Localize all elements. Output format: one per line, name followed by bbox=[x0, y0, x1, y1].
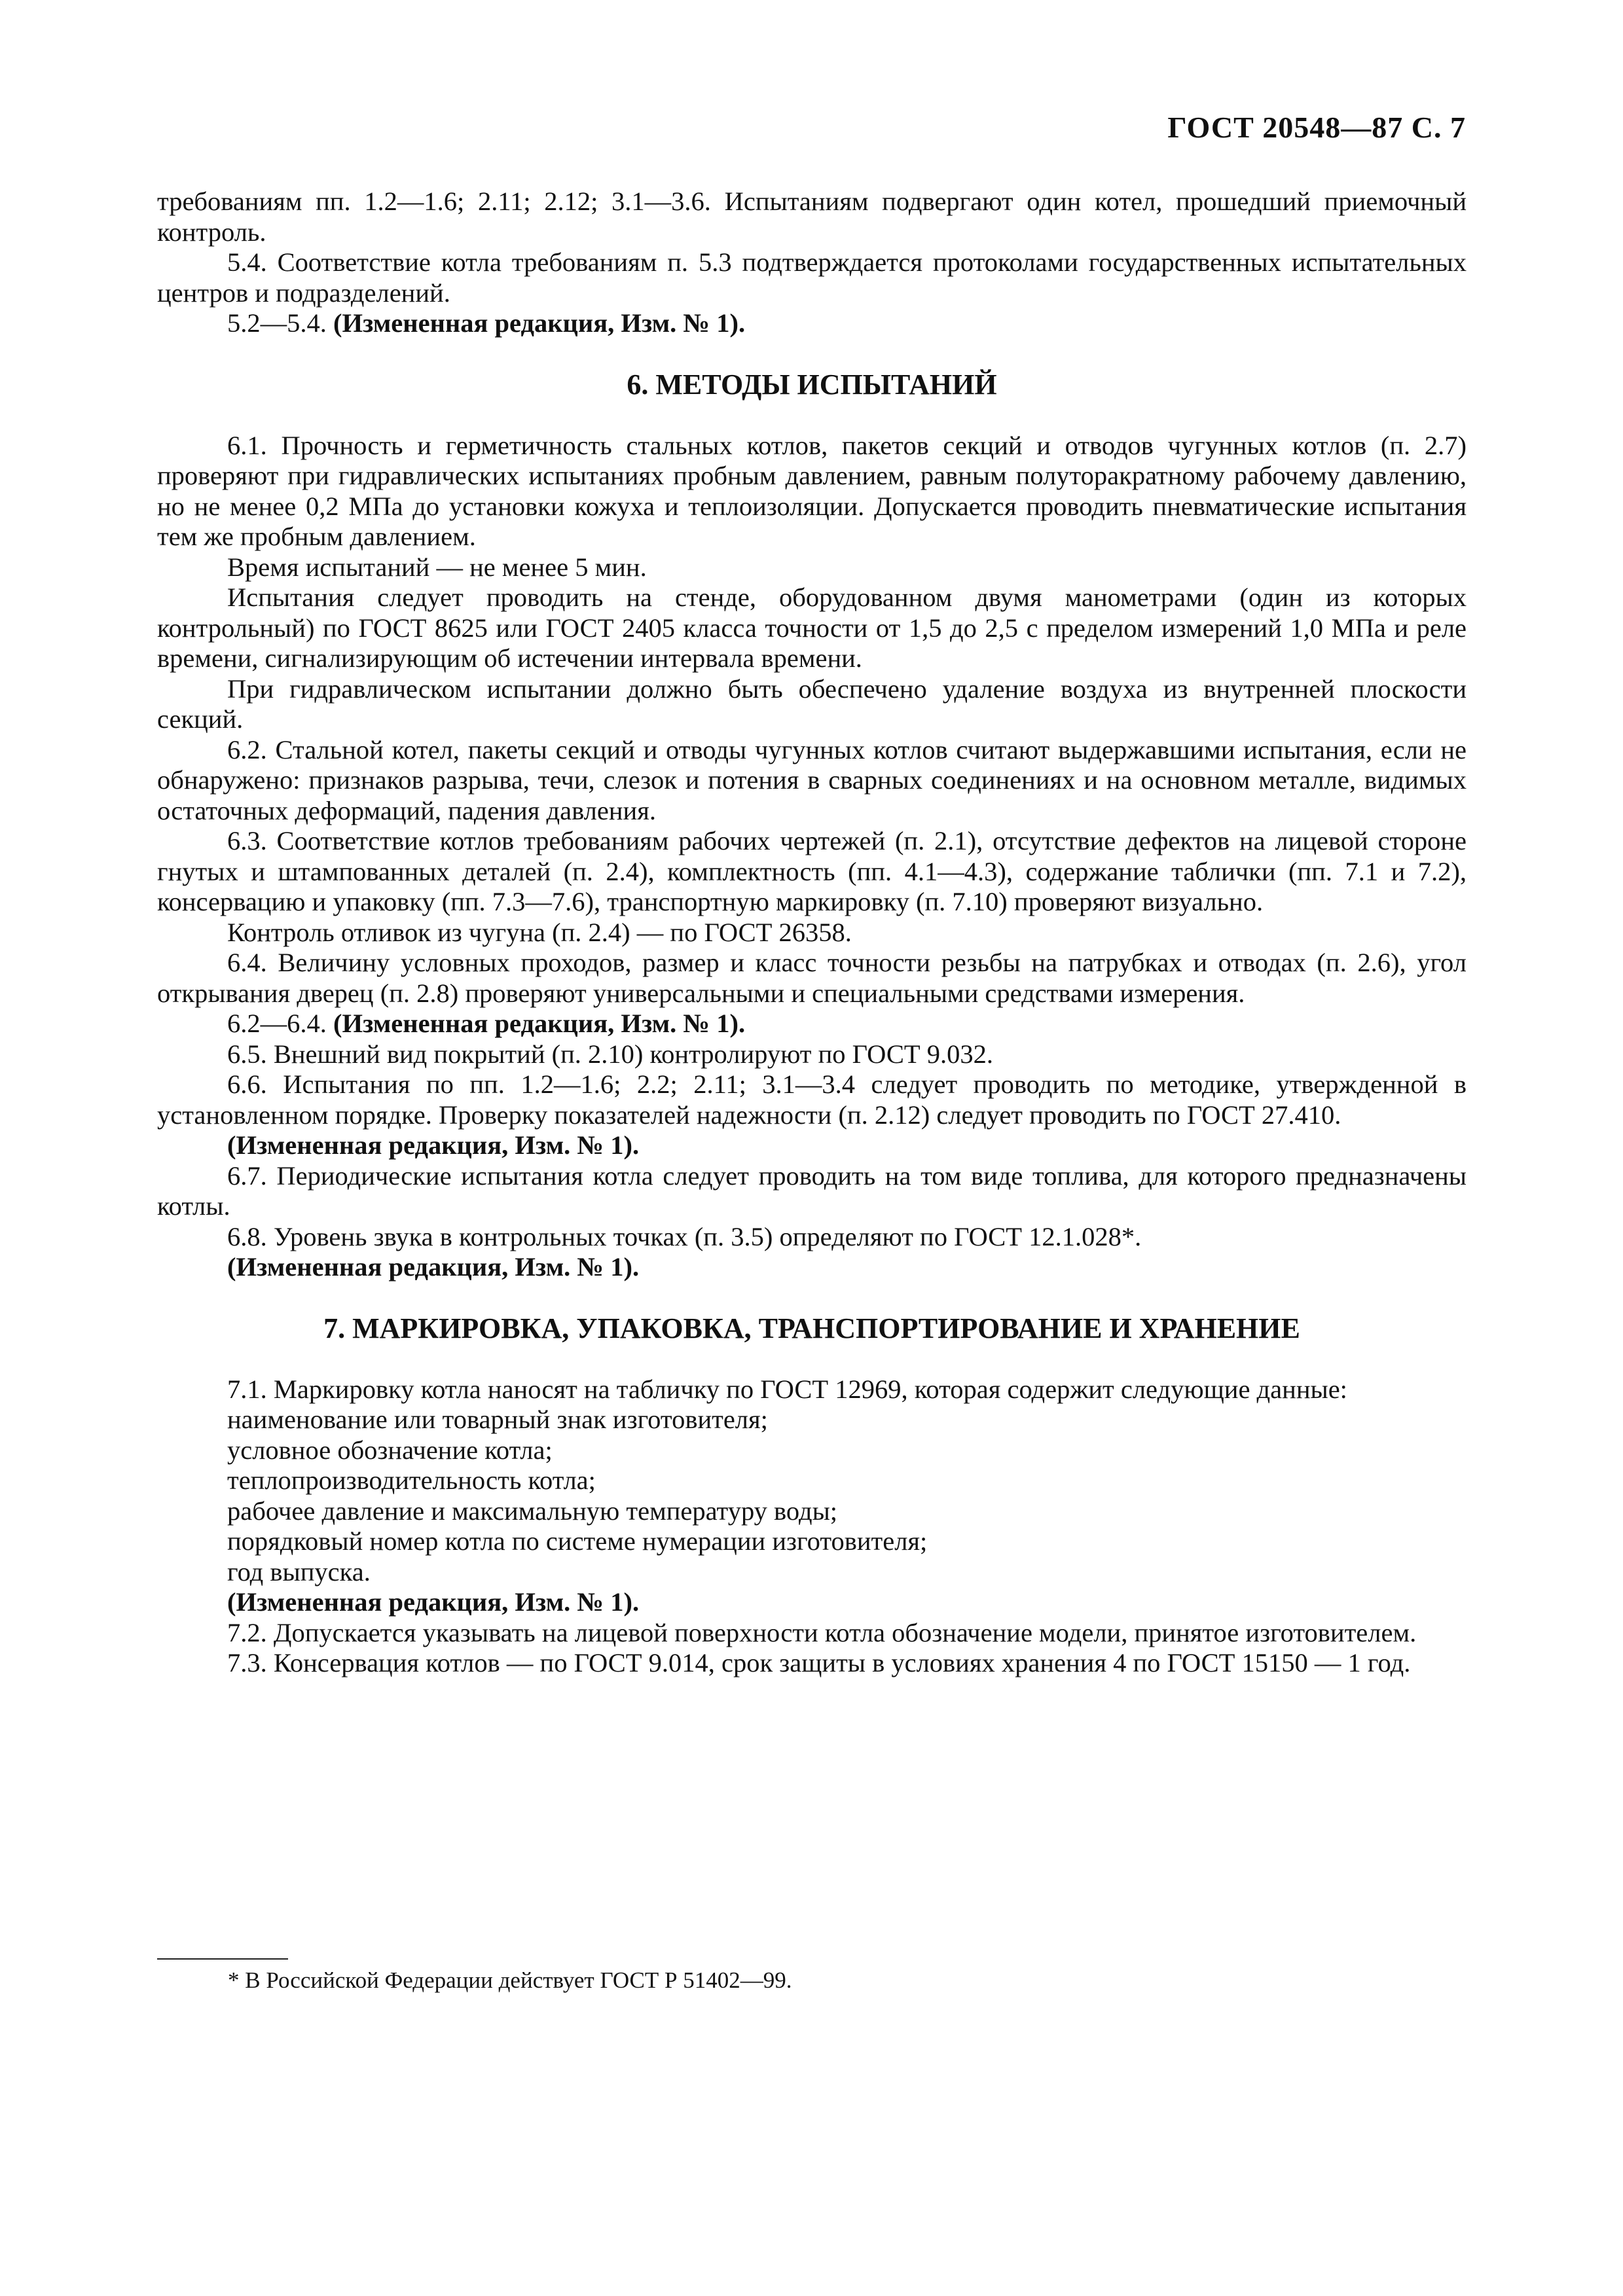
amendment-note-7-1: (Измененная редакция, Изм. № 1). bbox=[227, 1587, 640, 1617]
footnote: * В Российской Федерации действует ГОСТ Р 51402—99. bbox=[228, 1967, 792, 1993]
list-item: год выпуска. bbox=[227, 1556, 371, 1587]
list-item: порядковый номер котла по системе нумерации изготовителя; bbox=[227, 1526, 928, 1556]
amendment-ref: 5.2—5.4. bbox=[227, 308, 333, 338]
amendment-text: (Измененная редакция, Изм. № 1). bbox=[333, 308, 746, 338]
amendment-note-6-8: (Измененная редакция, Изм. № 1). bbox=[227, 1252, 640, 1282]
paragraph-6-4: 6.4. Величину условных проходов, размер и класс точности резьбы на патрубках и отводах (п. 2.6), угол открывания дверец (п. 2.8) проверяют универсальными и специальными средствами измерения. bbox=[157, 948, 1467, 1008]
amendment-text: (Измененная редакция, Изм. № 1). bbox=[333, 1009, 746, 1038]
paragraph-6-2: 6.2. Стальной котел, пакеты секций и отводы чугунных котлов считают выдержавшими испытания, если не обнаружено: признаков разрыва, течи, слезок и потения в сварных соединениях и на основном металле, видимых остаточных деформаций, падения давления. bbox=[157, 734, 1467, 825]
list-item: условное обозначение котла; bbox=[227, 1435, 553, 1465]
paragraph-6-7: 6.7. Периодические испытания котла следует проводить на том виде топлива, для которого предназначены котлы. bbox=[157, 1160, 1467, 1221]
paragraph-7-3: 7.3. Консервация котлов — по ГОСТ 9.014, срок защиты в условиях хранения 4 по ГОСТ 15150 — 1 год. bbox=[227, 1648, 1411, 1677]
paragraph-5-3-continuation: требованиям пп. 1.2—1.6; 2.11; 2.12; 3.1—3.6. Испытаниям подвергают один котел, прошедший приемочный контроль. bbox=[157, 187, 1467, 247]
list-item: теплопроизводительность котла; bbox=[227, 1465, 596, 1495]
list-item: наименование или товарный знак изготовителя; bbox=[227, 1405, 768, 1434]
paragraph-6-8: 6.8. Уровень звука в контрольных точках (п. 3.5) определяют по ГОСТ 12.1.028*. bbox=[227, 1221, 1142, 1251]
paragraph-6-5: 6.5. Внешний вид покрытий (п. 2.10) контролируют по ГОСТ 9.032. bbox=[227, 1039, 993, 1069]
paragraph-5-4: 5.4. Соответствие котла требованиям п. 5.3 подтверждается протоколами государственных испытательных центров и подразделений. bbox=[157, 247, 1467, 308]
footnote-divider bbox=[157, 1958, 288, 1960]
document-body bbox=[157, 187, 1467, 1679]
paragraph-6-1-stand: Испытания следует проводить на стенде, оборудованном двумя манометрами (один из которых контрольный) по ГОСТ 8625 или ГОСТ 2405 класса точности от 1,5 до 2,5 с пределом измерений 1,0 МПа и реле времени, сигнализирующим об истечении интервала времени. bbox=[157, 583, 1467, 673]
list-item: рабочее давление и максимальную температуру воды; bbox=[227, 1496, 838, 1526]
paragraph-6-3-cast: Контроль отливок из чугуна (п. 2.4) — по ГОСТ 26358. bbox=[227, 917, 852, 947]
paragraph-7-2: 7.2. Допускается указывать на лицевой поверхности котла обозначение модели, принятое изготовителем. bbox=[227, 1617, 1417, 1647]
amendment-ref: 6.2—6.4. bbox=[227, 1009, 333, 1038]
paragraph-6-6: 6.6. Испытания по пп. 1.2—1.6; 2.2; 2.11; 3.1—3.4 следует проводить по методике, утвержденной в установленном порядке. Проверку показателей надежности (п. 2.12) следует проводить по ГОСТ 27.410. bbox=[157, 1069, 1467, 1130]
section-7-heading: 7. МАРКИРОВКА, УПАКОВКА, ТРАНСПОРТИРОВАНИЕ И ХРАНЕНИЕ bbox=[323, 1312, 1300, 1344]
paragraph-6-1-air: При гидравлическом испытании должно быть обеспечено удаление воздуха из внутренней плоскости секций. bbox=[157, 673, 1467, 734]
paragraph-6-3: 6.3. Соответствие котлов требованиям рабочих чертежей (п. 2.1), отсутствие дефектов на лицевой стороне гнутых и штампованных деталей (п. 2.4), комплектность (пп. 4.1—4.3), содержание таблички (пп. 7.1 и 7.2), консервацию и упаковку (пп. 7.3—7.6), транспортную маркировку (п. 7.10) проверяют визуально. bbox=[157, 826, 1467, 916]
page-header: ГОСТ 20548—87 С. 7 bbox=[1167, 111, 1466, 144]
paragraph-7-1: 7.1. Маркировку котла наносят на табличку по ГОСТ 12969, которая содержит следующие данные: bbox=[227, 1374, 1347, 1404]
amendment-note-6-6: (Измененная редакция, Изм. № 1). bbox=[227, 1130, 640, 1160]
paragraph-6-1: 6.1. Прочность и герметичность стальных котлов, пакетов секций и отводов чугунных котлов (п. 2.7) проверяют при гидравлических испытаниях пробным давлением, равным полуторакратному рабочему давлению, но не менее 0,2 МПа до установки кожуха и теплоизоляции. Допускается проводить пневматические испытания тем же пробным давлением. bbox=[157, 430, 1467, 551]
section-6-heading: 6. МЕТОДЫ ИСПЫТАНИЙ bbox=[627, 368, 997, 401]
amendment-note-6-4 bbox=[157, 1009, 1467, 1039]
paragraph-6-1-time: Время испытаний — не менее 5 мин. bbox=[227, 552, 647, 582]
amendment-note-5 bbox=[157, 308, 1467, 339]
